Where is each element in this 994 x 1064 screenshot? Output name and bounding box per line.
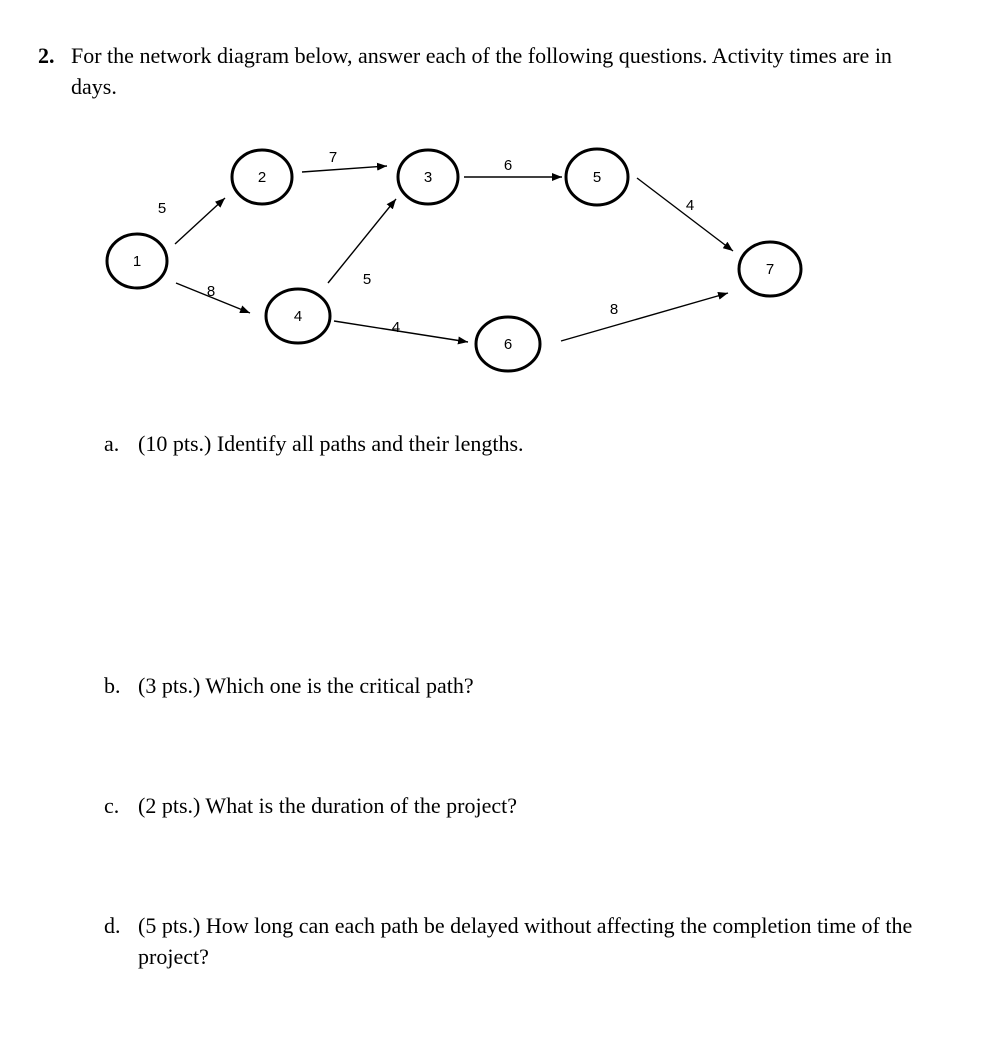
edge-1-2 — [158, 198, 225, 244]
node-2 — [232, 150, 292, 204]
edge-4-6 — [334, 319, 468, 342]
edge-label-6-7: 8 — [609, 300, 619, 318]
edge-label-3-5: 6 — [503, 156, 513, 174]
node-label-7: 7 — [765, 260, 775, 278]
node-label-4: 4 — [293, 307, 303, 325]
part-a-letter: a. — [104, 431, 120, 456]
part-c-text: (2 pts.) What is the duration of the project? — [138, 793, 517, 818]
edge-label-4-3: 5 — [362, 270, 372, 288]
edge-6-7 — [561, 293, 728, 341]
node-label-5: 5 — [592, 168, 602, 186]
node-7 — [739, 242, 801, 296]
edge-label-2-3: 7 — [328, 148, 338, 166]
node-1 — [107, 234, 167, 288]
part-b-text: (3 pts.) Which one is the critical path? — [138, 673, 474, 698]
part-d-text: (5 pts.) How long can each path be delayed without affecting the completion time of the project? — [138, 913, 913, 969]
edge-arrow-1-2 — [175, 198, 225, 244]
edge-3-5 — [464, 157, 562, 177]
node-label-6: 6 — [503, 335, 513, 353]
edge-arrow-2-3 — [302, 166, 387, 172]
part-b-letter: b. — [104, 673, 121, 698]
part-c-letter: c. — [104, 793, 120, 818]
edge-label-5-7: 4 — [685, 196, 695, 214]
node-label-2: 2 — [257, 168, 267, 186]
part-a-text: (10 pts.) Identify all paths and their lengths. — [138, 431, 524, 456]
question-text: For the network diagram below, answer each of the following questions. Activity times are in days. — [71, 43, 892, 99]
node-4 — [266, 289, 330, 343]
edge-arrow-6-7 — [561, 293, 728, 341]
edge-label-1-4: 8 — [206, 282, 216, 300]
node-label-1: 1 — [132, 252, 142, 270]
node-label-3: 3 — [423, 168, 433, 186]
edge-1-4 — [176, 283, 250, 313]
node-6 — [476, 317, 540, 371]
edge-4-3 — [328, 199, 396, 288]
part-d-letter: d. — [104, 913, 121, 938]
edge-5-7 — [637, 178, 733, 251]
network-diagram — [0, 0, 994, 420]
question-number: 2. — [38, 43, 55, 68]
edge-arrow-4-6 — [334, 318, 468, 342]
edge-2-3 — [302, 149, 387, 172]
edge-label-4-6: 4 — [391, 318, 401, 336]
edge-label-1-2: 5 — [157, 199, 167, 217]
node-5 — [566, 149, 628, 205]
node-3 — [398, 150, 458, 204]
edge-arrow-5-7 — [637, 178, 733, 251]
